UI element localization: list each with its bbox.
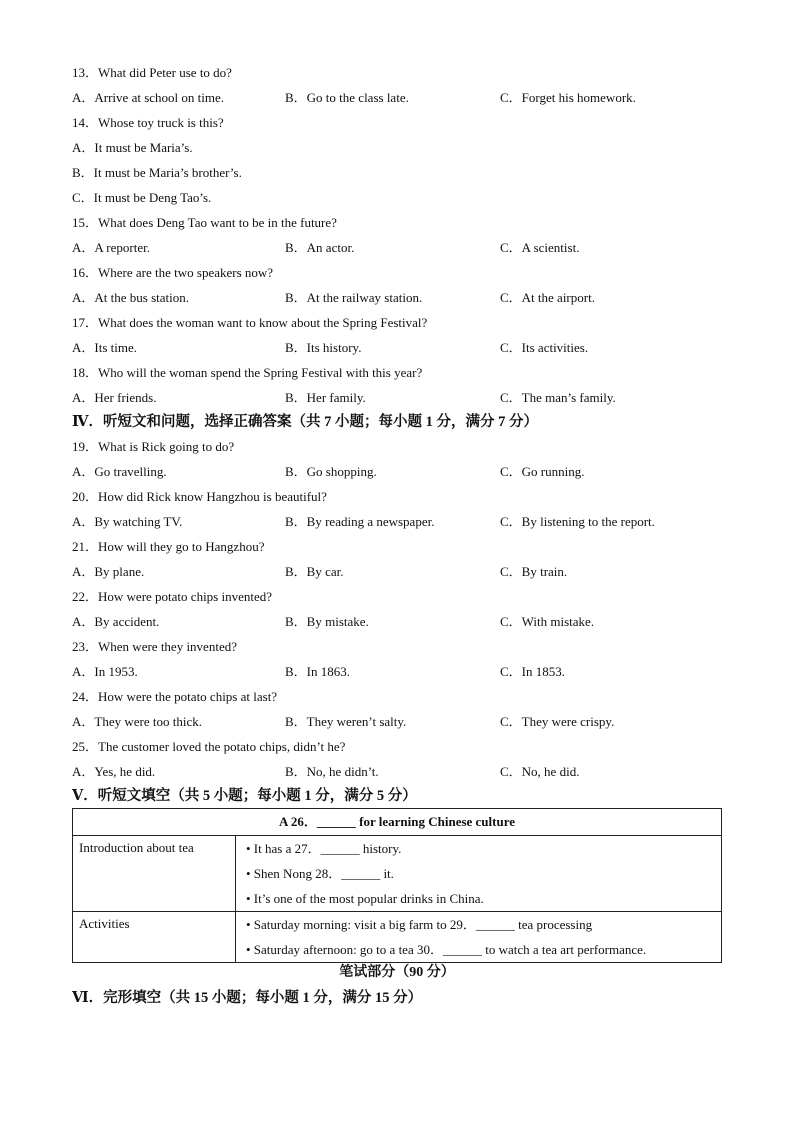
q18-option-a: A．Her friends. bbox=[72, 390, 157, 405]
q16-option-a: A．At the bus station. bbox=[72, 290, 189, 305]
question-13: 13．What did Peter use to do? bbox=[72, 65, 232, 80]
q17-option-c: C．Its activities. bbox=[500, 340, 589, 355]
q13-option-c: C．Forget his homework. bbox=[500, 90, 636, 105]
q16-option-c: C．At the airport. bbox=[500, 290, 595, 305]
question-24: 24．How were the potato chips at last? bbox=[72, 689, 278, 704]
row-content-introduction bbox=[236, 836, 722, 912]
row-label-activities: Activities bbox=[73, 912, 236, 963]
bullet-item: • Saturday morning: visit a big farm to 29．______ tea processing bbox=[246, 917, 593, 932]
row-label-introduction: Introduction about tea bbox=[73, 836, 236, 912]
question-22: 22．How were potato chips invented? bbox=[72, 589, 273, 604]
q19-option-b: B．Go shopping. bbox=[285, 464, 377, 479]
q15-option-c: C．A scientist. bbox=[500, 240, 580, 255]
table-row bbox=[73, 836, 722, 912]
q23-option-a: A．In 1953. bbox=[72, 664, 138, 679]
q24-option-a: A．They were too thick. bbox=[72, 714, 202, 729]
q22-option-b: B．By mistake. bbox=[285, 614, 369, 629]
tea-fill-table bbox=[72, 808, 722, 963]
question-18: 18．Who will the woman spend the Spring Festival with this year? bbox=[72, 365, 423, 380]
table-title: A 26．______ for learning Chinese culture bbox=[73, 809, 722, 836]
q18-option-c: C．The man’s family. bbox=[500, 390, 616, 405]
q19-option-a: A．Go travelling. bbox=[72, 464, 167, 479]
question-17: 17．What does the woman want to know about the Spring Festival? bbox=[72, 315, 428, 330]
question-23: 23．When were they invented? bbox=[72, 639, 237, 654]
q18-option-b: B．Her family. bbox=[285, 390, 366, 405]
section-6-heading: Ⅵ．完形填空（共 15 小题；每小题 1 分，满分 15 分） bbox=[72, 990, 423, 1006]
section-5-heading: Ⅴ．听短文填空（共 5 小题；每小题 1 分，满分 5 分） bbox=[72, 788, 417, 804]
q22-option-c: C．With mistake. bbox=[500, 614, 595, 629]
bullet-item: • Shen Nong 28．______ it. bbox=[246, 866, 394, 881]
q20-option-a: A．By watching TV. bbox=[72, 514, 183, 529]
q15-option-a: A．A reporter. bbox=[72, 240, 150, 255]
q21-option-a: A．By plane. bbox=[72, 564, 145, 579]
q25-option-a: A．Yes, he did. bbox=[72, 764, 156, 779]
q23-option-b: B．In 1863. bbox=[285, 664, 351, 679]
question-15: 15．What does Deng Tao want to be in the future? bbox=[72, 215, 337, 230]
question-20: 20．How did Rick know Hangzhou is beautiful? bbox=[72, 489, 327, 504]
q19-option-c: C．Go running. bbox=[500, 464, 585, 479]
q24-option-b: B．They weren’t salty. bbox=[285, 714, 407, 729]
bullet-item: • It has a 27．______ history. bbox=[246, 841, 402, 856]
q14-option-a: A．It must be Maria’s. bbox=[72, 140, 193, 155]
q21-option-b: B．By car. bbox=[285, 564, 344, 579]
q13-option-b: B．Go to the class late. bbox=[285, 90, 409, 105]
q17-option-b: B．Its history. bbox=[285, 340, 362, 355]
q13-option-a: A．Arrive at school on time. bbox=[72, 90, 224, 105]
q20-option-c: C．By listening to the report. bbox=[500, 514, 655, 529]
q25-option-c: C．No, he did. bbox=[500, 764, 580, 779]
q21-option-c: C．By train. bbox=[500, 564, 568, 579]
bullet-item: • Saturday afternoon: go to a tea 30．______ to watch a tea art performance. bbox=[246, 942, 647, 957]
q24-option-c: C．They were crispy. bbox=[500, 714, 615, 729]
q25-option-b: B．No, he didn’t. bbox=[285, 764, 379, 779]
question-14: 14．Whose toy truck is this? bbox=[72, 115, 224, 130]
written-part-heading: 笔试部分（90 分） bbox=[339, 965, 455, 980]
question-21: 21．How will they go to Hangzhou? bbox=[72, 539, 265, 554]
question-16: 16．Where are the two speakers now? bbox=[72, 265, 274, 280]
q20-option-b: B．By reading a newspaper. bbox=[285, 514, 435, 529]
question-25: 25．The customer loved the potato chips, didn’t he? bbox=[72, 739, 346, 754]
question-19: 19．What is Rick going to do? bbox=[72, 439, 235, 454]
section-4-heading: Ⅳ．听短文和问题，选择正确答案（共 7 小题；每小题 1 分，满分 7 分） bbox=[72, 414, 538, 430]
q15-option-b: B．An actor. bbox=[285, 240, 355, 255]
q14-option-c: C．It must be Deng Tao’s. bbox=[72, 190, 212, 205]
table-row bbox=[73, 912, 722, 963]
bullet-item: • It’s one of the most popular drinks in China. bbox=[246, 891, 484, 906]
q17-option-a: A．Its time. bbox=[72, 340, 137, 355]
row-content-activities bbox=[236, 912, 722, 963]
q23-option-c: C．In 1853. bbox=[500, 664, 566, 679]
q16-option-b: B．At the railway station. bbox=[285, 290, 423, 305]
q14-option-b: B．It must be Maria’s brother’s. bbox=[72, 165, 242, 180]
q22-option-a: A．By accident. bbox=[72, 614, 160, 629]
